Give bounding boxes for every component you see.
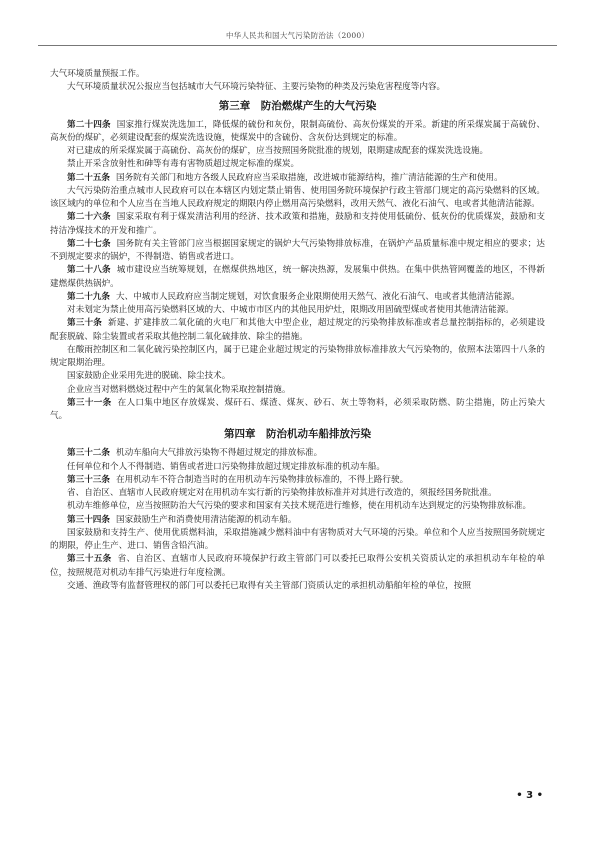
- body-paragraph: 机动车维修单位，应当按照防治大气污染的要求和国家有关技术规范进行维修，使在用机动车达到规定的污染物排放标准。: [67, 501, 532, 512]
- article-paragraph: [50, 397, 545, 424]
- article-number: 第二十七条: [67, 238, 111, 249]
- body-paragraph: 国家鼓励和支持生产、使用优质燃料油，采取措施减少燃料油中有害物质对大气环境的污染。单位和个人应当按照国务院规定的期限，停止生产、进口、销售含铅汽油。: [50, 527, 545, 551]
- body-text: [50, 68, 545, 593]
- body-paragraph: 大气环境质量状况公报应当包括城市大气环境污染特征、主要污染物的种类及污染危害程度等内容。: [67, 82, 446, 93]
- body-paragraph: 国家鼓励企业采用先进的脱硫、除尘技术。: [67, 371, 231, 382]
- article-number: 第二十四条: [67, 119, 111, 130]
- body-paragraph: 在酸雨控制区和二氧化硫污染控制区内，属于已建企业超过规定的污染物排放标准排放大气污染物的，依照本法第四十八条的规定限期治理。: [50, 344, 545, 368]
- article-number: 第三十五条: [67, 554, 112, 565]
- article-text: 城市建设应当统筹规划，在燃煤供热地区，统一解决热源，发展集中供热。在集中供热管网覆盖的地区，不得新建燃煤供热锅炉。: [50, 265, 545, 289]
- article-paragraph: [50, 447, 545, 460]
- body-paragraph: 企业应当对燃料燃烧过程中产生的氮氧化物采取控制措施。: [67, 384, 291, 395]
- article-number: 第三十一条: [67, 397, 112, 408]
- article-paragraph: [50, 514, 545, 527]
- body-paragraph: 禁止开采含放射性和砷等有毒有害物质超过规定标准的煤炭。: [67, 159, 300, 170]
- article-number: 第三十四条: [67, 514, 110, 525]
- article-number: 第二十六条: [67, 212, 111, 223]
- article-text: 国务院有关主管部门应当根据国家规定的锅炉大气污染物排放标准，在锅炉产品质量标准中规定相应的要求；达不到规定要求的锅炉，不得制造、销售或者进口。: [50, 238, 545, 262]
- article-text: 国家采取有利于煤炭清洁利用的经济、技术政策和措施，鼓励和支持使用低硫份、低灰份的优质煤炭，鼓励和支持洁净煤技术的开发和推广。: [50, 212, 545, 236]
- body-paragraph: 大气污染防治重点城市人民政府可以在本辖区内划定禁止销售、使用国务院环境保护行政主管部门规定的高污染燃料的区域。该区域内的单位和个人应当在当地人民政府规定的期限内停止燃用高污染燃料，改用天然气、液化石油气、电或者其他清洁能源。: [50, 185, 545, 209]
- article-text: 在人口集中地区存放煤炭、煤矸石、煤渣、煤灰、砂石、灰土等物料，必须采取防燃、防尘措施，防止污染大气。: [50, 397, 545, 421]
- body-paragraph: 省、自治区、直辖市人民政府规定对在用机动车实行新的污染物排放标准并对其进行改造的，须报经国务院批准。: [67, 488, 497, 498]
- article-paragraph: [50, 211, 545, 238]
- article-number: 第三十二条: [67, 448, 110, 459]
- article-text: 国务院有关部门和地方各级人民政府应当采取措施，改进城市能源结构，推广清洁能源的生产和使用。: [115, 172, 503, 183]
- article-text: 国家鼓励生产和消费使用清洁能源的机动车船。: [115, 514, 297, 525]
- article-number: 第三十条: [67, 318, 102, 329]
- running-header: 中华人民共和国大气污染防治法（2000）: [38, 30, 557, 46]
- body-paragraph: 任何单位和个人不得制造、销售或者进口污染物排放超过规定排放标准的机动车船。: [67, 461, 385, 472]
- article-text: 在用机动车不符合制造当时的在用机动车污染物排放标准的，不得上路行驶。: [115, 474, 409, 485]
- article-number: 第二十五条: [67, 172, 110, 183]
- article-paragraph: [50, 553, 545, 580]
- article-text: 机动车船向大气排放污染物不得超过规定的排放标准。: [115, 448, 323, 459]
- page-number: • 3 •: [516, 790, 543, 801]
- article-number: 第三十三条: [67, 474, 110, 485]
- article-paragraph: [50, 474, 545, 487]
- chapter-heading: 第三章 防治燃煤产生的大气污染: [218, 99, 377, 112]
- article-paragraph: [50, 172, 545, 185]
- article-paragraph: [50, 238, 545, 265]
- article-number: 第二十八条: [67, 265, 111, 276]
- article-number: 第二十九条: [67, 291, 110, 302]
- body-paragraph: 交通、渔政等有监督管理权的部门可以委托已取得有关主管部门资质认定的承担机动船舶年检的单位，按照: [67, 580, 471, 591]
- article-paragraph: [50, 264, 545, 291]
- chapter-heading: 第四章 防治机动车船排放污染: [224, 428, 371, 441]
- article-paragraph: [50, 119, 545, 146]
- article-paragraph: [50, 317, 545, 344]
- article-text: 国家推行煤炭洗选加工，降低煤的硫份和灰份，限制高硫份、高灰份煤炭的开采。新建的所采煤炭属于高硫份、高灰份的煤矿，必须建设配套的煤炭洗选设施，使煤炭中的含硫份、含灰份达到规定的标准。: [50, 119, 545, 143]
- article-text: 新建、扩建排放二氧化硫的火电厂和其他大中型企业，超过规定的污染物排放标准或者总量控制指标的，必须建设配套脱硫、除尘装置或者采取其他控制二氧化硫排放、除尘的措施。: [50, 318, 545, 342]
- article-paragraph: [50, 291, 545, 304]
- body-paragraph: 对已建成的所采煤炭属于高硫份、高灰份的煤矿，应当按照国务院批准的规划，限期建成配套的煤炭洗选设施。: [67, 146, 489, 156]
- article-text: 大、中城市人民政府应当制定规划，对饮食服务企业限期使用天然气、液化石油气、电或者其他清洁能源。: [115, 291, 520, 302]
- body-paragraph: 大气环境质量预报工作。: [50, 69, 145, 79]
- article-text: 省、自治区、直辖市人民政府环境保护行政主管部门可以委托已取得公安机关资质认定的承担机动车年检的单位，按照规范对机动车排气污染进行年度检测。: [50, 554, 545, 578]
- body-paragraph: 对未划定为禁止使用高污染燃料区域的大、中城市市区内的其他民用炉灶，限期改用固硫型煤或者使用其他清洁能源。: [67, 305, 514, 315]
